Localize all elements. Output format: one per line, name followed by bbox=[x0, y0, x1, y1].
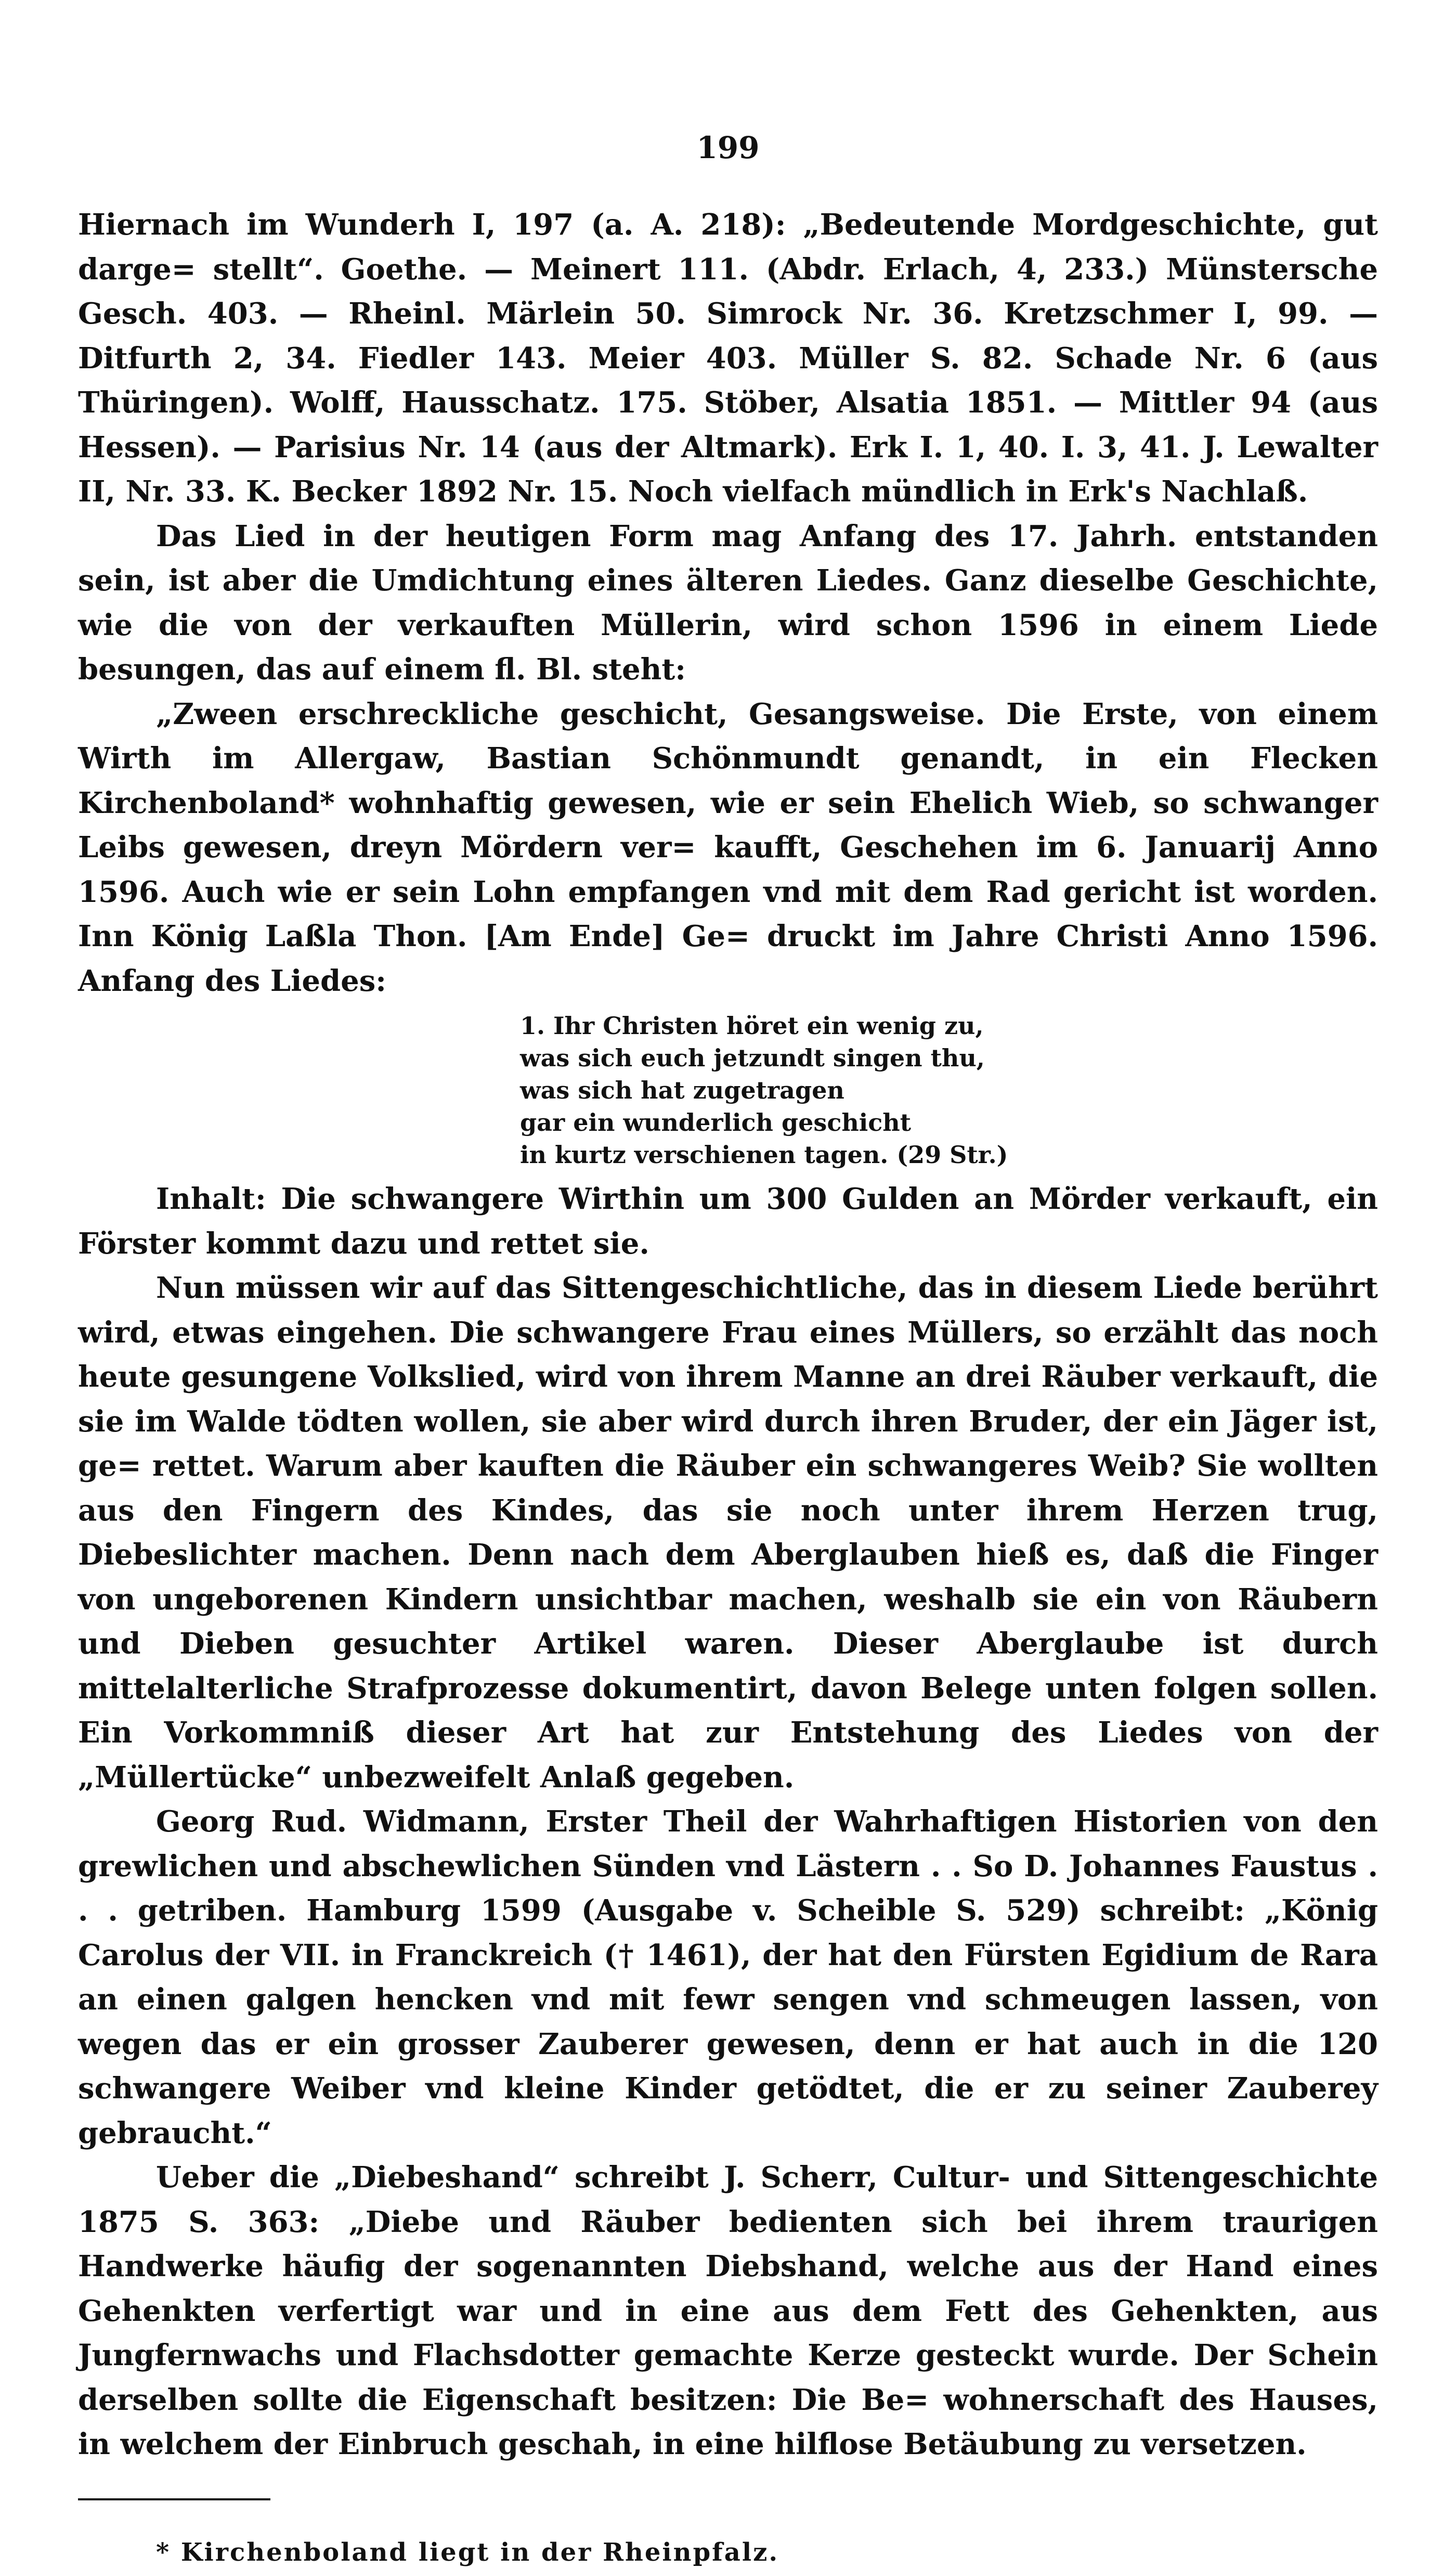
verse-line: 1. Ihr Christen höret ein wenig zu, bbox=[520, 1012, 984, 1040]
verse-line: was sich hat zugetragen bbox=[520, 1076, 844, 1104]
footnote-divider bbox=[78, 2498, 270, 2500]
verse-block bbox=[520, 1010, 1378, 1171]
paragraph-diebeshand: Ueber die „Diebeshand“ schreibt J. Scherr, Cultur- und Sittengeschichte 1875 S. 363: „Diebe und Räuber bedienten sich bei ihrem traurigen Handwerke häufig der sogenannten Diebshand, welche aus der Hand eines Gehenkten verfertigt war und in eine aus dem Fett des Gehenkten, aus Jungfernwachs und Flachsdotter gemachte Kerze gesteckt wurde. Der Schein derselben sollte die Eigenschaft besitzen: Die Be= wohnerschaft des Hauses, in welchem der Einbruch geschah, in eine hilflose Betäubung zu versetzen. bbox=[78, 2160, 1378, 2461]
footnote: * Kirchenboland liegt in der Rheinpfalz. bbox=[156, 2537, 779, 2567]
paragraph-moral-history: Nun müssen wir auf das Sittengeschichtliche, das in diesem Liede berührt wird, etwas eingehen. Die schwangere Frau eines Müllers, so erzählt das noch heute gesungene Volkslied, wird von ihrem Manne an drei Räuber verkauft, die sie im Walde tödten wollen, sie aber wird durch ihren Bruder, der ein Jäger ist, ge= rettet. Warum aber kauften die Räuber ein schwangeres Weib? Sie wollten aus den Fingern des Kindes, das sie noch unter ihrem Herzen trug, Diebeslichter machen. Denn nach dem Aberglauben hieß es, daß die Finger von ungeborenen Kindern unsichtbar machen, weshalb sie ein von Räubern und Dieben gesuchter Artikel waren. Dieser Aberglaube ist durch mittelalterliche Strafprozesse dokumentirt, davon Belege unten folgen sollen. Ein Vorkommniß dieser Art hat zur Entstehung des Liedes von der „Müllertücke“ unbezweifelt Anlaß gegeben. bbox=[78, 1271, 1378, 1795]
verse-line: in kurtz verschienen tagen. (29 Str.) bbox=[520, 1141, 1008, 1169]
paragraph-content: Inhalt: Die schwangere Wirthin um 300 Gulden an Mörder verkauft, ein Förster kommt dazu und rettet sie. bbox=[78, 1182, 1378, 1261]
paragraph-broadsheet-title: „Zween erschreckliche geschicht, Gesangsweise. Die Erste, von einem Wirth im Allergaw, Bastian Schönmundt genandt, in ein Flecken Kirchenboland* wohnhaftig gewesen, wie er sein Ehelich Wieb, so schwanger Leibs gewesen, dreyn Mördern ver= kaufft, Geschehen im 6. Januarij Anno 1596. Auch wie er sein Lohn empfangen vnd mit dem Rad gericht ist worden. Inn König Laßla Thon. [Am Ende] Ge= druckt im Jahre Christi Anno 1596. Anfang des Liedes: bbox=[78, 696, 1378, 998]
paragraph-sources: Hiernach im Wunderh I, 197 (a. A. 218): „Bedeutende Mordgeschichte, gut darge= stellt“. Goethe. — Meinert 111. (Abdr. Erlach, 4, 233.) Münstersche Gesch. 403. — Rheinl. Märlein 50. Simrock Nr. 36. Kretzschmer I, 99. — Ditfurth 2, 34. Fiedler 143. Meier 403. Müller S. 82. Schade Nr. 6 (aus Thüringen). Wolff, Hausschatz. 175. Stöber, Alsatia 1851. — Mittler 94 (aus Hessen). — Parisius Nr. 14 (aus der Altmark). Erk I. 1, 40. I. 3, 41. J. Lewalter II, Nr. 33. K. Becker 1892 Nr. 15. Noch vielfach mündlich in Erk's Nachlaß. bbox=[78, 208, 1378, 509]
verse-line: was sich euch jetzundt singen thu, bbox=[520, 1044, 985, 1072]
paragraph-song-origin: Das Lied in der heutigen Form mag Anfang des 17. Jahrh. entstanden sein, ist aber die Umdichtung eines älteren Liedes. Ganz dieselbe Geschichte, wie die von der verkauften Müllerin, wird schon 1596 in einem Liede besungen, das auf einem fl. Bl. steht: bbox=[78, 519, 1378, 687]
page-number: 199 bbox=[696, 130, 760, 165]
paragraph-widmann: Georg Rud. Widmann, Erster Theil der Wahrhaftigen Historien von den grewlichen und abschewlichen Sünden vnd Lästern . . So D. Johannes Faustus . . . getriben. Hamburg 1599 (Ausgabe v. Scheible S. 529) schreibt: „König Carolus der VII. in Franckreich († 1461), der hat den Fürsten Egidium de Rara an einen galgen hencken vnd mit fewr sengen vnd schmeugen lassen, von wegen das er ein grosser Zauberer gewesen, denn er hat auch in die 120 schwangere Weiber vnd kleine Kinder getödtet, die er zu seiner Zauberey gebraucht.“ bbox=[78, 1804, 1378, 2150]
verse-line: gar ein wunderlich geschicht bbox=[520, 1108, 911, 1137]
book-page bbox=[78, 130, 1378, 2567]
